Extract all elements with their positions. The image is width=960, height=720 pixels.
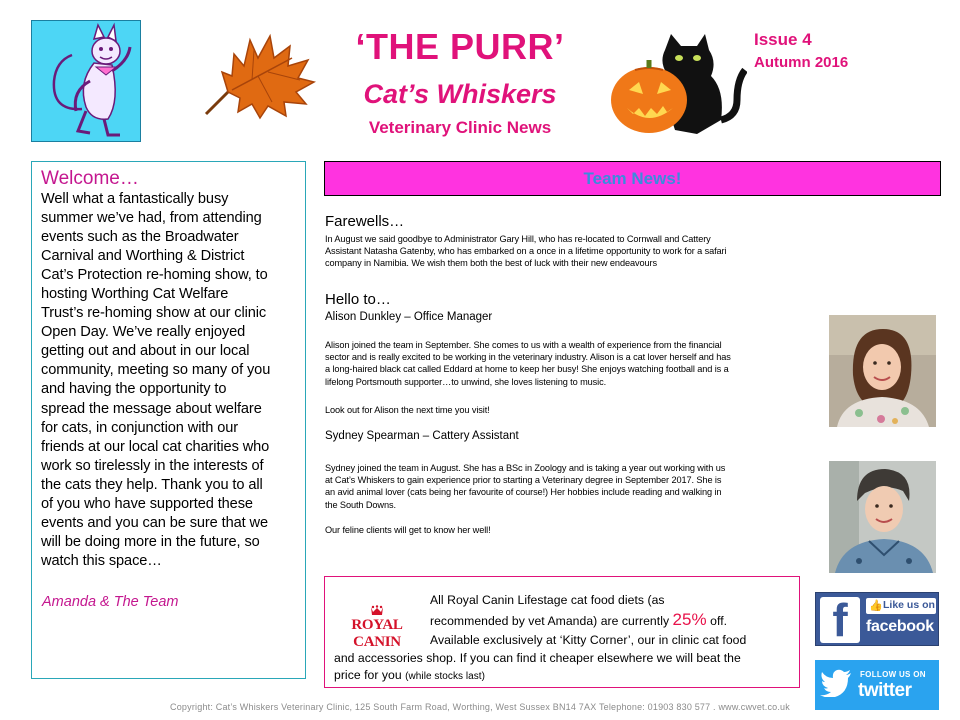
facebook-like-label: Like us on <box>883 599 935 611</box>
alison-line: Alison joined the team in September. She comes to us with a wealth of experience from the financial <box>325 340 722 350</box>
promo-line-1: All Royal Canin Lifestage cat food diets (as <box>430 593 665 607</box>
welcome-line: summer we’ve had, from attending <box>41 210 262 227</box>
team-news-banner: Team News! <box>324 161 941 196</box>
facebook-wordmark: facebook <box>866 618 934 635</box>
alison-line: lifelong Portsmouth supporter…to unwind, she loves listening to music. <box>325 376 607 387</box>
welcome-signoff: Amanda & The Team <box>42 594 179 610</box>
promo-line-3: Available exclusively at ‘Kitty Corner’, our in clinic cat food <box>430 633 747 647</box>
alison-role: Alison Dunkley – Office Manager <box>325 311 493 323</box>
promo-line-5b: (while stocks last) <box>405 671 486 682</box>
welcome-line: spread the message about welfare <box>41 400 262 417</box>
sydney-line: Sydney joined the team in August. She has a BSc in Zoology and is taking a year out working with us <box>325 463 726 473</box>
thumbs-up-icon: 👍 <box>869 600 883 612</box>
welcome-line: watch this space… <box>41 552 162 569</box>
footer-copyright: Copyright: Cat’s Whiskers Veterinary Clinic, 125 South Farm Road, Worthing, West Sussex BN14 7AX Telephone: 01903 830 577 . www.cwvet.co.uk <box>170 702 790 712</box>
welcome-line: Carnival and Worthing & District <box>41 248 245 265</box>
welcome-text <box>41 190 297 571</box>
sydney-photo <box>829 461 936 573</box>
farewells-line: company in Namibia. We wish them both the best of luck with their new endeavours <box>325 258 657 269</box>
welcome-line: the cats they help. Thank you to all <box>41 476 263 493</box>
welcome-line: Cat’s Protection re-homing show, to <box>41 267 268 284</box>
sydney-role: Sydney Spearman – Cattery Assistant <box>325 430 519 442</box>
promo-line-2a: recommended by vet Amanda) are currently <box>430 614 673 628</box>
promo-line-4: and accessories shop. If you can find it cheaper elsewhere we will beat the <box>334 651 741 665</box>
sydney-text <box>325 462 725 511</box>
promo-line-2 <box>430 611 727 630</box>
welcome-line: getting out and about in our local <box>41 343 250 360</box>
facebook-like-button[interactable] <box>815 592 939 646</box>
farewells-heading: Farewells… <box>325 213 405 230</box>
sydney-line: the South Downs. <box>325 499 396 510</box>
promo-discount: 25% <box>672 610 707 629</box>
welcome-line: community, meeting so many of you <box>41 362 271 379</box>
farewells-line: In August we said goodbye to Administrator Gary Hill, who has re-located to Cornwall and Cattery <box>325 234 711 244</box>
sydney-line: an avid animal lover (cats being her favourite of course!) Her hobbies include reading and walking in <box>325 487 722 498</box>
twitter-follow-label: FOLLOW US ON <box>860 670 926 679</box>
royal-canin-logo <box>331 605 423 650</box>
sydney-line: at Cat’s Whiskers to gain experience prior to starting a Veterinary degree in September 2017. She is <box>325 475 722 486</box>
sydney-close: Our feline clients will get to know her well! <box>325 525 491 535</box>
welcome-line: events such as the Broadwater <box>41 229 239 246</box>
welcome-line: for cats, in conjunction with our <box>41 419 239 436</box>
alison-text <box>325 339 731 388</box>
promo-line-5 <box>334 666 485 686</box>
royal-canin-promo <box>324 576 800 688</box>
twitter-bird-icon <box>820 669 852 697</box>
welcome-line: Open Day. We’ve really enjoyed <box>41 324 246 341</box>
farewells-line: Assistant Natasha Gatenby, who has embarked on a once in a lifetime opportunity to work for a safari <box>325 246 727 257</box>
clinic-logo-cat <box>31 20 141 142</box>
welcome-line: events and you can be sure that we <box>41 514 269 531</box>
promo-line-2b: off. <box>706 614 728 628</box>
autumn-leaf-icon <box>192 28 316 124</box>
welcome-heading: Welcome… <box>41 168 139 189</box>
welcome-line: hosting Worthing Cat Welfare <box>41 286 229 303</box>
hello-heading: Hello to… <box>325 291 391 308</box>
welcome-line: will be doing more in the future, so <box>41 533 260 550</box>
issue-season: Autumn 2016 <box>754 54 849 71</box>
welcome-line: Trust’s re-homing show at our clinic <box>41 305 267 322</box>
clinic-name: Cat’s Whiskers <box>363 79 557 109</box>
royal-canin-wordmark: ROYAL CANIN <box>351 617 403 650</box>
alison-line: a long-haired black cat called Eddard at home to keep her busy! She enjoys watching football and is a <box>325 364 729 375</box>
facebook-f-icon: f <box>820 597 860 643</box>
welcome-line: work so tirelessly in the interests of <box>41 457 264 474</box>
twitter-wordmark: twitter <box>858 680 912 701</box>
facebook-like-pill <box>866 598 936 614</box>
welcome-panel <box>31 161 306 679</box>
alison-photo <box>829 315 936 427</box>
promo-line-5a: price for you <box>334 668 406 682</box>
welcome-line: of you who have supported these <box>41 495 253 512</box>
black-cat-pumpkin-image <box>605 30 747 136</box>
welcome-line: friends at our local cat charities who <box>41 438 270 455</box>
alison-line: sector and is really excited to be working in the veterinary industry. Alison is a cat lover herself and has <box>325 352 731 363</box>
farewells-text <box>325 233 726 270</box>
issue-number: Issue 4 <box>754 30 812 49</box>
alison-lookout: Look out for Alison the next time you visit! <box>325 405 490 415</box>
newsletter-title: ‘THE PURR’ <box>355 26 565 67</box>
newsletter-subtitle: Veterinary Clinic News <box>368 118 552 137</box>
welcome-line: and having the opportunity to <box>41 381 227 398</box>
welcome-line: Well what a fantastically busy <box>41 191 229 207</box>
